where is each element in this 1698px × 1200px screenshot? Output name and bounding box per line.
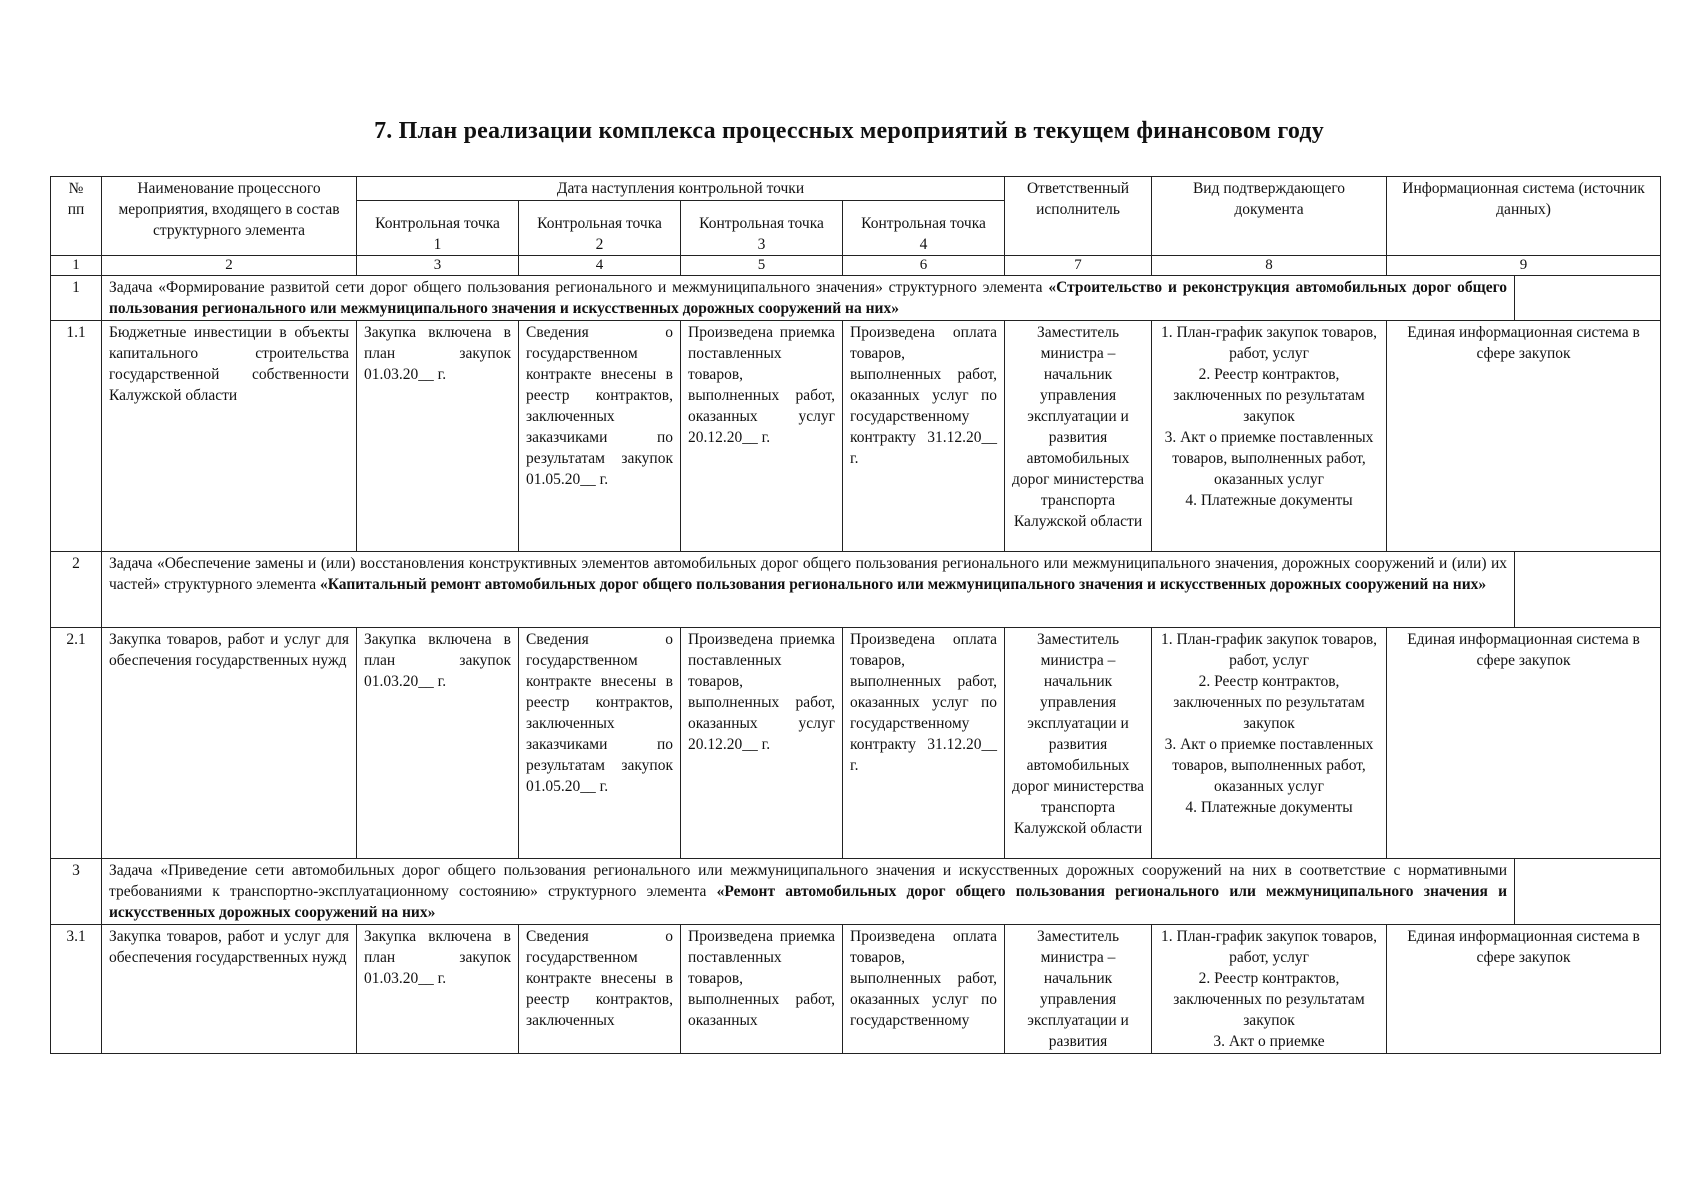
task-number: 2 [51, 552, 102, 628]
confirming-documents: 1. План-график закупок товаров, работ, услуг 2. Реестр контрактов, заключенных по результатам закупок 3. Акт о приемке поставленных товаров, выполненных работ, оказанных услуг 4. Платежные документы [1152, 321, 1387, 552]
header-executor: Ответственный исполнитель [1005, 177, 1152, 256]
activity-number: 2.1 [51, 628, 102, 859]
task-row [51, 859, 1661, 925]
task-description: Задача «Обеспечение замены и (или) восстановления конструктивных элементов автомобильных дорог общего пользования регионального или межмуниципального значения, дорожных сооружений и (или) их частей» структурного элемента [109, 555, 1508, 593]
col-number: 6 [843, 256, 1005, 276]
col-number: 4 [519, 256, 681, 276]
information-system: Единая информационная система в сфере закупок [1387, 628, 1661, 859]
responsible-executor: Заместитель министра – начальник управления эксплуатации и развития автомобильных дорог министерства транспорта Калужской области [1005, 628, 1152, 859]
activity-row [51, 925, 1661, 1054]
activity-name: Бюджетные инвестиции в объекты капитального строительства государственной собственности Калужской области [102, 321, 357, 552]
header-kt4: Контрольная точка 4 [843, 201, 1005, 256]
task-text [102, 276, 1515, 321]
control-point-1: Закупка включена в план закупок 01.03.20__ г. [357, 628, 519, 859]
col-number: 1 [51, 256, 102, 276]
control-point-1: Закупка включена в план закупок 01.03.20__ г. [357, 321, 519, 552]
header-row-1 [51, 177, 1661, 201]
responsible-executor: Заместитель министра – начальник управления эксплуатации и развития [1005, 925, 1152, 1054]
header-kt1: Контрольная точка 1 [357, 201, 519, 256]
information-system: Единая информационная система в сфере закупок [1387, 321, 1661, 552]
activity-number: 3.1 [51, 925, 102, 1054]
page-title: 7. План реализации комплекса процессных мероприятий в текущем финансовом году [374, 118, 1324, 144]
confirming-documents: 1. План-график закупок товаров, работ, услуг 2. Реестр контрактов, заключенных по результатам закупок 3. Акт о приемке [1152, 925, 1387, 1054]
header-info-system: Информационная система (источник данных) [1387, 177, 1661, 256]
header-doc-type: Вид подтверждающего документа [1152, 177, 1387, 256]
task-row [51, 276, 1661, 321]
control-point-2: Сведения о государственном контракте внесены в реестр контрактов, заключенных заказчиками по результатам закупок 01.05.20__ г. [519, 321, 681, 552]
task-description: Задача «Приведение сети автомобильных дорог общего пользования регионального или межмуниципального значения и искусственных дорожных сооружений на них в соответствие с нормативными требованиями к транспортно-эксплуатационному состоянию» структурного элемента [109, 862, 1508, 900]
header-kt2: Контрольная точка 2 [519, 201, 681, 256]
header-no: № пп [51, 177, 102, 256]
header-name: Наименование процессного мероприятия, входящего в состав структурного элемента [102, 177, 357, 256]
control-point-4: Произведена оплата товаров, выполненных работ, оказанных услуг по государственному контракту 31.12.20__ г. [843, 321, 1005, 552]
activity-row [51, 628, 1661, 859]
col-number: 3 [357, 256, 519, 276]
control-point-3: Произведена приемка поставленных товаров, выполненных работ, оказанных услуг 20.12.20__ г. [681, 628, 843, 859]
col-number: 9 [1387, 256, 1661, 276]
confirming-documents: 1. План-график закупок товаров, работ, услуг 2. Реестр контрактов, заключенных по результатам закупок 3. Акт о приемке поставленных товаров, выполненных работ, оказанных услуг 4. Платежные документы [1152, 628, 1387, 859]
task-text [102, 859, 1515, 925]
col-number: 2 [102, 256, 357, 276]
header-date-group: Дата наступления контрольной точки [357, 177, 1005, 201]
control-point-3: Произведена приемка поставленных товаров, выполненных работ, оказанных [681, 925, 843, 1054]
task-text [102, 552, 1515, 628]
task-empty-cell [1515, 859, 1661, 925]
activity-name: Закупка товаров, работ и услуг для обеспечения государственных нужд [102, 628, 357, 859]
structural-element-name: «Ремонт автомобильных дорог общего пользования регионального или межмуниципального значения и искусственных дорожных сооружений на них» [109, 883, 1507, 921]
activity-number: 1.1 [51, 321, 102, 552]
header-kt3: Контрольная точка 3 [681, 201, 843, 256]
col-number: 8 [1152, 256, 1387, 276]
task-description: Задача «Формирование развитой сети дорог общего пользования регионального и межмуниципального значения» структурного элемента [109, 279, 1049, 296]
task-empty-cell [1515, 276, 1661, 321]
task-row [51, 552, 1661, 628]
control-point-4: Произведена оплата товаров, выполненных работ, оказанных услуг по государственному [843, 925, 1005, 1054]
responsible-executor: Заместитель министра – начальник управления эксплуатации и развития автомобильных дорог министерства транспорта Калужской области [1005, 321, 1152, 552]
col-number: 5 [681, 256, 843, 276]
task-number: 1 [51, 276, 102, 321]
structural-element-name: «Капитальный ремонт автомобильных дорог общего пользования регионального или межмуниципального значения и искусственных дорожных сооружений на них» [320, 576, 1487, 593]
plan-table [50, 176, 1661, 1054]
control-point-1: Закупка включена в план закупок 01.03.20__ г. [357, 925, 519, 1054]
control-point-2: Сведения о государственном контракте внесены в реестр контрактов, заключенных [519, 925, 681, 1054]
control-point-3: Произведена приемка поставленных товаров, выполненных работ, оказанных услуг 20.12.20__ г. [681, 321, 843, 552]
information-system: Единая информационная система в сфере закупок [1387, 925, 1661, 1054]
activity-row [51, 321, 1661, 552]
column-number-row [51, 256, 1661, 276]
task-empty-cell [1515, 552, 1661, 628]
control-point-2: Сведения о государственном контракте внесены в реестр контрактов, заключенных заказчиками по результатам закупок 01.05.20__ г. [519, 628, 681, 859]
structural-element-name: «Строительство и реконструкция автомобильных дорог общего пользования регионального или межмуниципального значения и искусственных дорожных сооружений на них» [109, 279, 1508, 317]
activity-name: Закупка товаров, работ и услуг для обеспечения государственных нужд [102, 925, 357, 1054]
control-point-4: Произведена оплата товаров, выполненных работ, оказанных услуг по государственному контракту 31.12.20__ г. [843, 628, 1005, 859]
task-number: 3 [51, 859, 102, 925]
col-number: 7 [1005, 256, 1152, 276]
